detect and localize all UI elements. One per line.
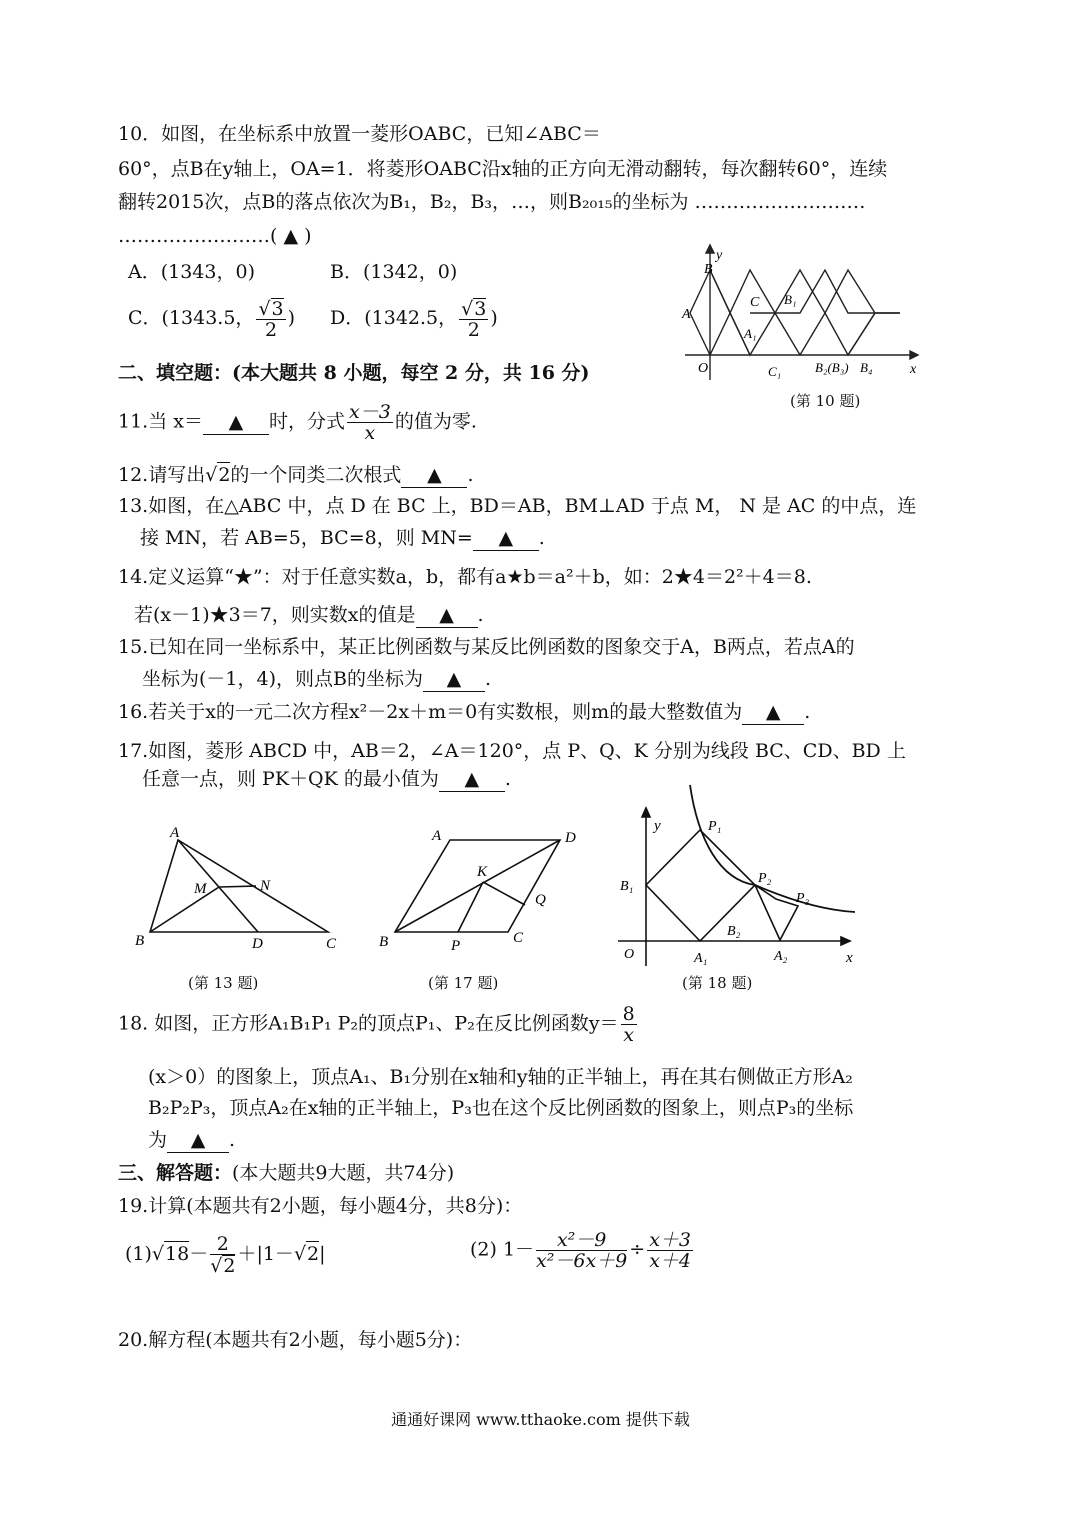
fig10-label-c1: C₁ <box>768 364 782 379</box>
fig18-label-b2: B₂ <box>727 924 741 939</box>
q18-end: . <box>229 1129 236 1151</box>
q10-line4: ……………………( ▲ ) <box>118 225 312 247</box>
fig10-label-b1: B₁ <box>784 292 797 307</box>
q10-option-b: B．(1342，0) <box>330 261 458 283</box>
q18-line1 <box>118 1004 639 1045</box>
q18-prefix: 18. 如图，正方形A₁B₁P₁ P₂的顶点P₁、P₂在反比例函数y＝ <box>118 1012 619 1035</box>
q19-part1-minus: － <box>189 1243 209 1265</box>
q12-answer-blank: ▲ <box>401 463 467 488</box>
q12-radical: 2 <box>218 464 231 486</box>
q15-answer-blank: ▲ <box>423 667 485 692</box>
q14-line2-text: 若(x－1)★3＝7，则实数x的值是 <box>134 604 416 626</box>
fig18-label-a1: A₁ <box>694 951 708 966</box>
q19-part1-bar: | <box>319 1243 326 1265</box>
figure-18 <box>610 780 865 970</box>
fig18-label-o: O <box>624 947 635 962</box>
q19-part1-fraction: $\frac{2}{√2}$ <box>210 1233 236 1277</box>
q13-line1: 13.如图，在△ABC 中，点 D 在 BC 上，BD＝AB，BM⊥AD 于点 M， N 是 AC 的中点，连 <box>118 495 917 517</box>
section2-heading: 二、填空题：(本大题共 8 小题，每空 2 分，共 16 分) <box>118 362 590 384</box>
q19-part1-sqrt18: 18 <box>165 1243 190 1265</box>
q19-part1: (1)√18－ $\frac{2}{√2}$ ＋|1－√2| <box>125 1233 326 1277</box>
q19-part1-sqrt2: 2 <box>307 1243 320 1265</box>
q18-line4 <box>148 1128 235 1153</box>
q17-line1: 17.如图，菱形 ABCD 中，AB＝2，∠A＝120°，点 P、Q、K 分别为线段 BC、CD、BD 上 <box>118 740 906 762</box>
q17-line2-text: 任意一点，则 PK＋QK 的最小值为 <box>142 768 439 790</box>
q15-line1: 15.已知在同一坐标系中，某正比例函数与某反比例函数的图象交于A，B两点，若点A的 <box>118 636 855 658</box>
fig10-label-b4: B₄ <box>860 360 873 375</box>
figure-17 <box>375 820 590 955</box>
q13-line2-text: 接 MN，若 AB=5，BC=8，则 MN= <box>140 527 473 549</box>
q19-part1-den-radical: 2 <box>223 1255 236 1277</box>
fig18-label-a2: A₂ <box>774 949 788 964</box>
q16-end: . <box>804 701 811 723</box>
q11 <box>118 402 477 443</box>
q10-caption: (第 10 题) <box>790 392 861 410</box>
q19-part2-den1: x²－6x＋9 <box>536 1250 628 1272</box>
q10-option-c-close: ) <box>287 307 296 329</box>
q18-line3: B₂P₂P₃，顶点A₂在x轴的正半轴上，P₃也在这个反比例函数的图象上，则点P₃的坐标 <box>148 1097 854 1119</box>
fig13-label-d: D <box>252 936 263 952</box>
q12-prefix: 12.请写出 <box>118 464 206 486</box>
q11-prefix: 11.当 x＝ <box>118 410 203 433</box>
fig10-label-a1: A₁ <box>744 326 757 341</box>
fig18-label-x: x <box>846 950 853 966</box>
q15-line2 <box>142 667 491 692</box>
q12: 12.请写出√2的一个同类二次根式 ▲ . <box>118 464 474 486</box>
q18-line2: (x＞0）的图象上，顶点A₁、B₁分别在x轴和y轴的正半轴上，再在其右侧做正方形A₂ <box>148 1066 853 1088</box>
fig13-label-b: B <box>135 933 145 949</box>
figure-13 <box>130 820 350 955</box>
q11-fraction <box>347 402 393 443</box>
q10-line2: 60°，点B在y轴上，OA=1．将菱形OABC沿x轴的正方向无滑动翻转，每次翻转60°，连续 <box>118 158 888 180</box>
q10-figure <box>680 240 930 385</box>
q10-option-d-den: 2 <box>467 319 480 341</box>
q20-title: 20.解方程(本题共有2小题，每小题5分)： <box>118 1329 473 1351</box>
q19-part1-numerator: 2 <box>210 1234 235 1255</box>
q11-answer-blank: ▲ <box>203 410 269 435</box>
section3-heading <box>118 1161 454 1185</box>
q10-line1: 10．如图，在坐标系中放置一菱形OABC，已知∠ABC＝ <box>118 123 601 145</box>
q10-option-c-sqrt: 3 <box>271 298 284 320</box>
q14-answer-blank: ▲ <box>416 603 478 628</box>
q19-part2-fraction2 <box>647 1230 693 1271</box>
q19-part1-label: (1) <box>125 1243 152 1265</box>
section3-heading-bold: 三、解答题： <box>118 1162 233 1184</box>
fig17-caption: (第 17 题) <box>428 974 499 992</box>
fig18-label-p1: P₁ <box>708 819 722 834</box>
q19-part1-rest: ＋|1－ <box>237 1243 294 1265</box>
q17-line2 <box>142 767 511 792</box>
fig18-label-y: y <box>654 818 661 834</box>
q19-part2-num2: x＋3 <box>649 1229 692 1251</box>
q19-part2-divide: ÷ <box>629 1238 646 1261</box>
fig17-label-k: K <box>477 864 488 880</box>
q17-answer-blank: ▲ <box>439 767 505 792</box>
q11-numerator: x－3 <box>349 401 391 423</box>
q18-numerator: 8 <box>622 1003 635 1025</box>
q10-line3: 翻转2015次，点B的落点依次为B₁，B₂，B₃，…，则B₂₀₁₅的坐标为 ……………………… <box>118 191 866 213</box>
q19-part2-label: (2) 1－ <box>470 1238 535 1261</box>
q10-option-d-prefix: D．(1342.5， <box>330 307 458 329</box>
fig10-label-o: O <box>698 361 709 376</box>
section3-heading-rest: (本大题共9大题，共74分) <box>232 1162 455 1184</box>
fig10-label-b2b3: B₂(B₃) <box>815 360 849 375</box>
q10-option-c-den: 2 <box>264 319 278 341</box>
fig10-label-x: x <box>910 362 917 377</box>
q11-suffix: 的值为零. <box>394 410 477 433</box>
fig10-label-c: C <box>750 295 760 310</box>
q10-option-d <box>330 298 498 340</box>
fig18-caption: (第 18 题) <box>682 974 753 992</box>
q19-title: 19.计算(本题共有2小题，每小题4分，共8分)： <box>118 1195 523 1217</box>
q13-answer-blank: ▲ <box>473 526 539 551</box>
fig17-label-p: P <box>451 938 461 954</box>
q17-end: . <box>504 768 511 790</box>
q18-denominator: x <box>623 1024 634 1046</box>
fig17-label-q: Q <box>535 892 546 908</box>
fig13-label-c: C <box>326 936 337 952</box>
q12-suffix: 的一个同类二次根式 <box>230 464 402 486</box>
q19-part2 <box>470 1230 695 1271</box>
fig13-label-a: A <box>170 825 180 841</box>
q10-option-d-close: ) <box>490 307 498 329</box>
fig13-label-m: M <box>194 881 207 897</box>
fig17-label-d: D <box>565 830 576 846</box>
q16 <box>118 700 810 725</box>
q19-part2-num1: x²－9 <box>536 1230 627 1251</box>
fig17-label-c: C <box>513 930 524 946</box>
q10-option-c <box>128 298 295 340</box>
fig13-label-n: N <box>260 878 271 894</box>
q15-end: . <box>484 668 492 690</box>
q18-answer-blank: ▲ <box>167 1128 229 1153</box>
q11-mid: 时，分式 <box>268 410 345 433</box>
q13-end: . <box>538 527 545 549</box>
q12-end: . <box>467 464 474 486</box>
q10-option-c-prefix: C．(1343.5， <box>128 307 255 329</box>
fig18-label-b1: B₁ <box>620 879 634 894</box>
q18-fraction <box>621 1004 637 1045</box>
q16-answer-blank: ▲ <box>742 700 804 725</box>
q10-option-a: A．(1343，0) <box>128 261 255 283</box>
fig17-label-b: B <box>379 934 389 950</box>
q13-line2 <box>140 526 545 551</box>
fig13-caption: (第 13 题) <box>188 974 259 992</box>
q14-line2 <box>134 603 484 628</box>
footer: 通通好课网 www.tthaoke.com 提供下载 <box>391 1410 690 1429</box>
q10-option-d-sqrt: 3 <box>474 298 487 320</box>
q15-line2-text: 坐标为(－1，4)，则点B的坐标为 <box>142 668 423 690</box>
q14-line1: 14.定义运算“★”：对于任意实数a，b，都有a★b＝a²＋b，如：2★4＝2²＋4＝8. <box>118 566 812 588</box>
q10-option-d-fraction: $\frac{√3}{2}$ <box>461 298 487 341</box>
fig18-label-p3: P₃ <box>796 891 810 906</box>
fig10-label-b: B <box>704 262 713 277</box>
q19-part2-fraction1 <box>536 1230 627 1271</box>
fig17-label-a: A <box>432 828 442 844</box>
q10-option-c-fraction: $\frac{√3}{2}$ <box>258 298 284 341</box>
q14-end: . <box>477 604 484 626</box>
fig10-label-y: y <box>716 248 723 263</box>
q11-denominator: x <box>364 422 376 444</box>
fig18-label-p2: P₂ <box>758 871 772 886</box>
q16-text: 16.若关于x的一元二次方程x²－2x＋m＝0有实数根，则m的最大整数值为 <box>118 701 743 723</box>
q19-part2-den2: x＋4 <box>649 1250 692 1272</box>
q18-line4-text: 为 <box>148 1129 168 1151</box>
fig10-label-a: A <box>682 307 691 322</box>
